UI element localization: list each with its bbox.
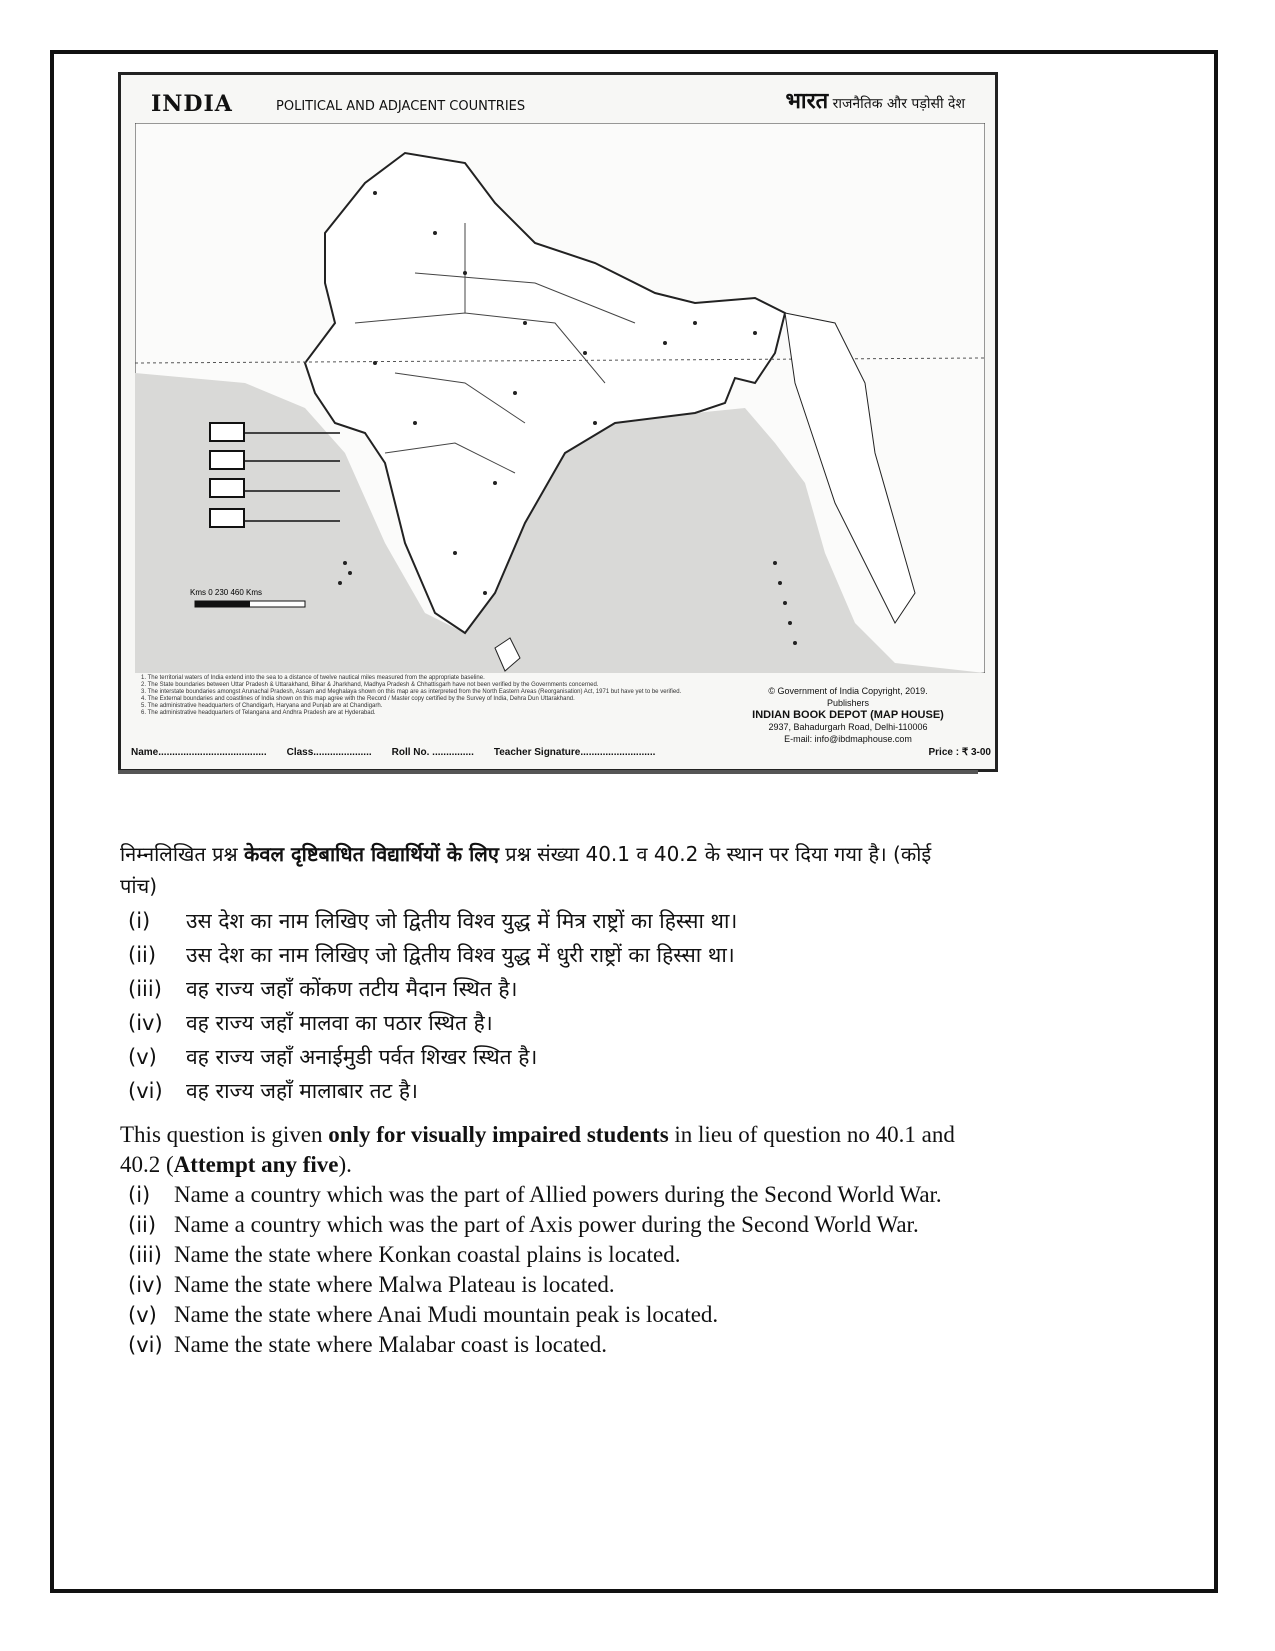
question-text: वह राज्य जहाँ मालवा का पठार स्थित है। (186, 1011, 493, 1035)
question-number: (iv) (128, 1273, 163, 1297)
question-text: Name a country which was the part of Axis power during the Second World War. (174, 1212, 919, 1237)
question-number: (iv) (128, 1011, 163, 1035)
hindi-question (120, 904, 960, 938)
map-hindi-title (785, 85, 965, 115)
question-text: उस देश का नाम लिखिए जो द्वितीय विश्व युद्ध में धुरी राष्ट्रों का हिस्सा था। (186, 943, 735, 967)
copyright-line: © Government of India Copyright, 2019. (768, 686, 928, 696)
map-title: INDIA (151, 91, 233, 117)
map-drawing (135, 123, 985, 673)
publisher-label: Publishers (826, 698, 870, 708)
question-number: (i) (128, 909, 151, 933)
english-intro-text-2: in lieu of question no 40.1 and 40.2 ( (120, 1122, 955, 1177)
footer-teacher: Teacher Signature........................... (493, 747, 656, 758)
english-intro (120, 1120, 980, 1180)
english-question (120, 1210, 980, 1240)
english-question (120, 1270, 980, 1300)
hindi-intro-text: निम्नलिखित प्रश्न (120, 842, 245, 866)
hindi-question (120, 938, 960, 972)
footer-price: Price : ₹ 3-00 (928, 747, 991, 758)
english-question (120, 1330, 980, 1360)
question-text: Name the state where Malwa Plateau is located. (174, 1272, 615, 1297)
hindi-intro-text-2: प्रश्न संख्या 40.1 व 40.2 के स्थान पर दिया गया है। (कोई पांच) (120, 842, 932, 898)
hindi-intro-bold: केवल दृष्टिबाधित विद्यार्थियों के लिए (244, 842, 499, 866)
hindi-question (120, 1040, 960, 1074)
question-number: (vi) (128, 1333, 163, 1357)
question-text: Name the state where Konkan coastal plains is located. (174, 1242, 681, 1267)
map-subtitle: POLITICAL AND ADJACENT COUNTRIES (276, 99, 526, 114)
english-intro-text: This question is given (120, 1122, 329, 1147)
map-hindi-main: भारत (785, 89, 829, 114)
question-text: वह राज्य जहाँ अनाईमुडी पर्वत शिखर स्थित है। (186, 1045, 538, 1069)
map-footer (131, 747, 991, 758)
question-number: (v) (128, 1045, 157, 1069)
question-number: (v) (128, 1303, 157, 1327)
footer-class: Class..................... (286, 747, 372, 758)
question-number: (ii) (128, 1213, 157, 1237)
map-notes: 1. The territorial waters of India extend into the sea to a distance of twelve nautical miles measured from the appropriate baseline. 2. The State boundaries between Uttar Pradesh & Uttarakhand, Bihar & Jharkhand, Madhya Pradesh & Chhattisgarh have not been verified by the Governments concerned. 3. The interstate boundaries amongst Arunachal Pradesh, Assam and Meghalaya shown on this map are as interpreted from the North Eastern Areas (Reorganisation) Act, 1971 but have yet to be verified. 4. The External boundaries and coastlines of India shown on this map agree with the Record / Master copy certified by the Survey of India, Dehra Dun Uttarakhand. 5. The administrative headquarters of Chandigarh, Haryana and Punjab are at Chandigarh. 6. The administrative headquarters of Telangana and Andhra Pradesh are at Hyderabad. (141, 675, 682, 716)
question-number: (i) (128, 1183, 151, 1207)
english-intro-text-3: ). (338, 1152, 352, 1177)
hindi-intro (120, 838, 960, 902)
english-intro-bold-2: Attempt any five (173, 1152, 339, 1177)
map-scale-label: Kms 0 230 460 Kms (190, 588, 263, 597)
english-intro-bold: only for visually impaired students (328, 1122, 669, 1147)
footer-name: Name....................................... (131, 747, 267, 758)
english-question (120, 1180, 980, 1210)
separator-rule (118, 770, 978, 774)
question-number: (ii) (128, 943, 157, 967)
english-question (120, 1300, 980, 1330)
english-question (120, 1240, 980, 1270)
question-text: वह राज्य जहाँ मालाबार तट है। (186, 1079, 418, 1103)
hindi-question-block (120, 838, 960, 1108)
india-outline-map (118, 72, 998, 772)
hindi-question (120, 972, 960, 1006)
question-text: वह राज्य जहाँ कोंकण तटीय मैदान स्थित है। (186, 977, 518, 1001)
map-credit (723, 685, 973, 745)
question-text: Name a country which was the part of Allied powers during the Second World War. (174, 1182, 942, 1207)
publisher-name: INDIAN BOOK DEPOT (MAP HOUSE) (752, 709, 944, 721)
english-question-block (120, 1120, 980, 1360)
question-text: Name the state where Anai Mudi mountain peak is located. (174, 1302, 719, 1327)
footer-roll: Roll No. ............... (391, 747, 474, 758)
question-number: (iii) (128, 1243, 162, 1267)
question-text: उस देश का नाम लिखिए जो द्वितीय विश्व युद्ध में मित्र राष्ट्रों का हिस्सा था। (186, 909, 738, 933)
hindi-question (120, 1006, 960, 1040)
question-text: Name the state where Malabar coast is located. (174, 1332, 607, 1357)
question-number: (iii) (128, 977, 162, 1001)
publisher-email: E-mail: info@ibdmaphouse.com (784, 734, 912, 744)
map-hindi-sub: राजनैतिक और पड़ोसी देश (832, 96, 965, 112)
question-number: (vi) (128, 1079, 163, 1103)
publisher-address: 2937, Bahadurgarh Road, Delhi-110006 (768, 722, 928, 732)
hindi-question (120, 1074, 960, 1108)
